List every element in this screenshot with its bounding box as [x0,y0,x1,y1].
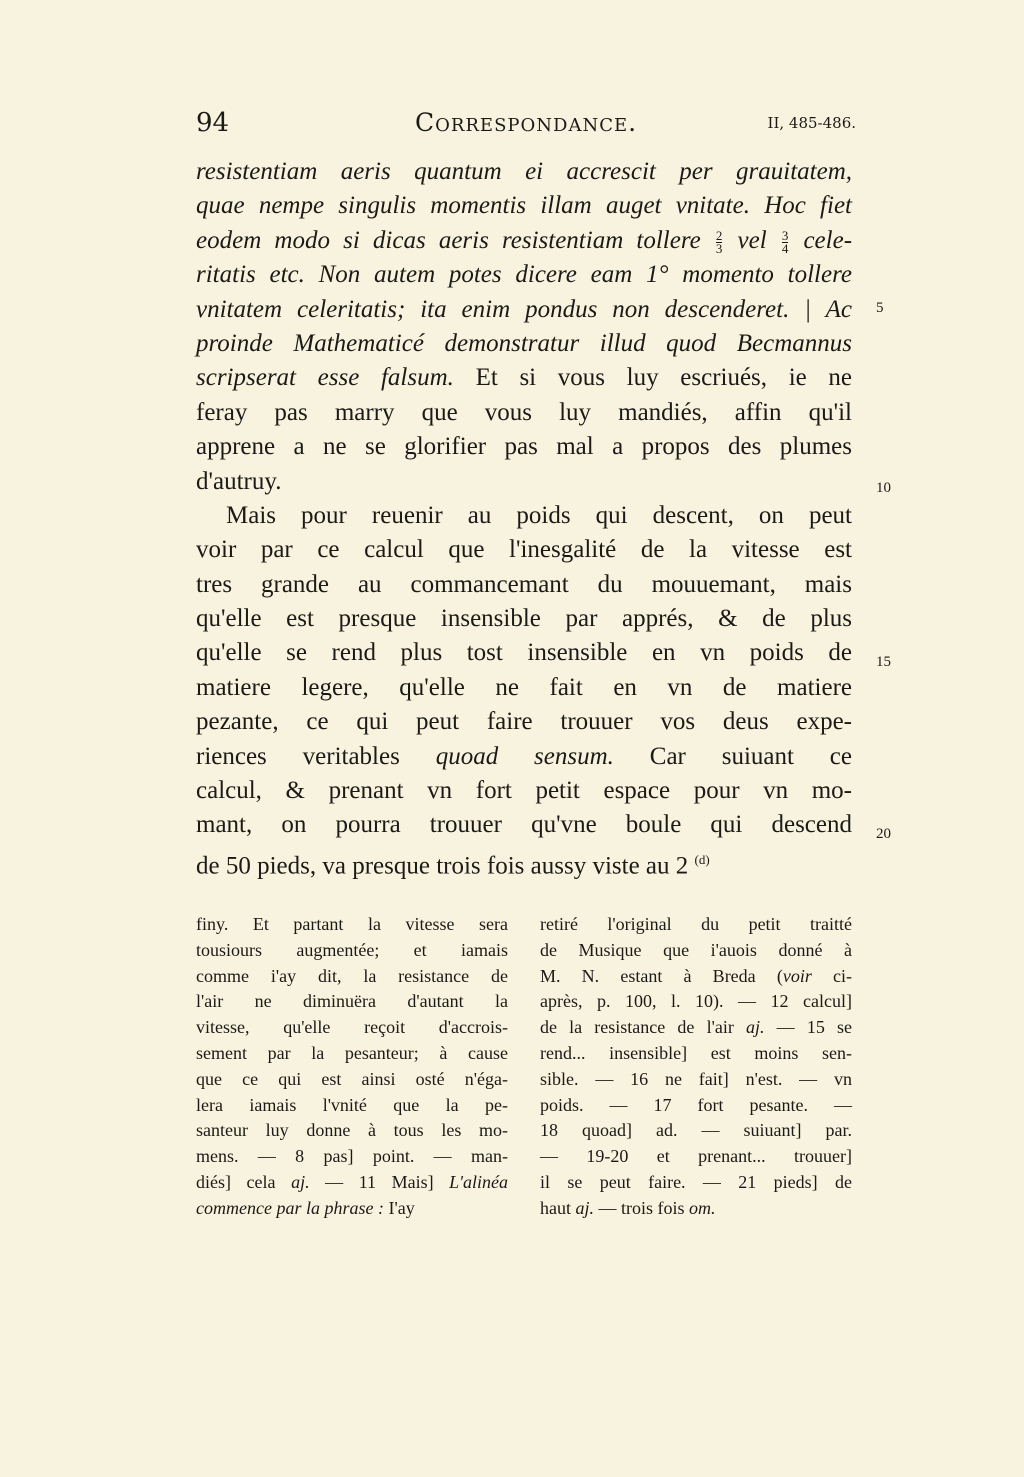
text-line [196,705,852,739]
page-header [196,108,856,144]
text: Mais pour reuenir au poids qui descent, on peut [226,501,852,529]
italic-text: proinde Mathematicé demonstratur illud quod Becmannus [196,329,852,357]
note-line [540,1067,852,1093]
text: lera iamais l'vnité que la pe- [196,1094,508,1115]
text: il se peut faire. — 21 pieds] de [540,1171,852,1192]
note-line [196,912,508,938]
fraction-numerator: 3 [781,227,789,243]
text: calcul, & prenant vn fort petit espace pour vn mo- [196,777,852,805]
note-line [196,1041,508,1067]
text-line [196,189,852,223]
note-line [540,1015,852,1041]
note-line [196,964,508,990]
fraction-denominator: 4 [781,240,789,256]
italic-text: scripserat esse falsum. [196,364,454,392]
text-line [196,671,852,705]
italic-text: vel [724,226,780,254]
text-line [196,361,852,395]
note-line [196,1067,508,1093]
text-line [196,843,852,880]
italic-text: aj. [575,1197,595,1218]
text: de 50 pieds, va presque trois fois aussy viste au 2 [196,852,695,880]
text: que ce qui est ainsi osté n'éga- [196,1068,508,1089]
main-text [196,155,853,880]
note-line [196,938,508,964]
line-number: 15 [876,654,891,670]
note-line [196,1170,508,1196]
text: 18 quoad] ad. — suiuant] par. [540,1120,852,1141]
running-title [196,108,856,137]
text-line [196,155,852,189]
italic-text: L'alinéa [449,1171,508,1192]
text-line [196,224,852,258]
text-line [196,808,852,842]
note-line [540,989,852,1015]
text: retiré l'original du petit traitté [540,914,852,934]
text: I'ay [383,1197,415,1218]
note-line [196,1118,508,1144]
note-line [540,1093,852,1119]
footnotes-right-column [540,912,852,1222]
text-line [196,258,852,292]
text-line [196,740,852,774]
text: riences veritables [196,742,436,770]
text: tousiours augmentée; et iamais [196,939,508,960]
text: l'air ne diminuëra d'autant la [196,991,508,1012]
text: d'autruy. [196,467,282,495]
italic-text: commence par la phrase : [196,1197,384,1218]
running-title-text: Correspondance. [414,108,638,137]
fraction-denominator: 3 [715,240,723,256]
text: santeur luy donne à tous les mo- [196,1120,508,1141]
note-line [196,1015,508,1041]
italic-text: vnitatem celeritatis; ita enim pondus non descenderet. | Ac [196,295,852,323]
text-line [196,499,852,533]
italic-text: cele- [790,226,853,254]
text: — 19-20 et prenant... trouuer] [540,1146,852,1167]
text: voir par ce calcul que l'inesgalité de la vitesse est [196,536,852,564]
text: Car suiuant ce [613,742,852,770]
text: — 15 se [764,1017,852,1038]
text: mant, on pourra trouuer qu'vne boule qui descend [196,811,852,839]
italic-text: eodem modo si dicas aeris resistentiam tollere [196,226,714,254]
note-line [540,1170,852,1196]
text: rend... insensible] est moins sen- [540,1042,852,1063]
text-line [196,293,852,327]
text: après, p. 100, l. 10). — 12 calcul] [540,991,852,1012]
text-line [196,602,852,636]
note-line [540,1144,852,1170]
text-line [196,774,852,808]
text: feray pas marry que vous luy mandiés, affin qu'il [196,398,852,426]
footnotes-left-column [196,912,508,1222]
text-line [196,327,852,361]
italic-text: om. [689,1197,716,1218]
note-line [540,1041,852,1067]
text: de la resistance de l'air [540,1017,746,1038]
note-line [540,964,852,990]
note-line [540,938,852,964]
text: poids. — 17 fort pesante. — [540,1094,852,1115]
italic-text: aj. [745,1017,765,1038]
text: qu'elle est presque insensible par apprés, & de plus [196,605,852,633]
text: mens. — 8 pas] point. — man- [196,1146,508,1167]
text-line [196,396,852,430]
italic-text: resistentiam aeris quantum ei accrescit per grauitatem, [196,158,852,185]
text: vitesse, qu'elle reçoit d'accrois- [196,1017,508,1038]
text: pezante, ce qui peut faire trouuer vos deus expe- [196,708,852,736]
text: ci- [811,965,853,986]
text: comme i'ay dit, la resistance de [196,965,508,986]
text-line [196,465,852,499]
text: apprene a ne se glorifier pas mal a propos des plumes [196,433,852,461]
note-line [196,989,508,1015]
note-line [540,912,852,938]
footnote-marker: (d) [694,851,710,867]
text: sible. — 16 ne fait] n'est. — vn [540,1068,852,1089]
text: haut [540,1197,576,1218]
note-line [196,1144,508,1170]
text: — trois fois [594,1197,690,1218]
text: finy. Et partant la vitesse sera [196,914,508,934]
text: sement par la pesanteur; à cause [196,1042,508,1063]
note-line [540,1118,852,1144]
text: Et si vous luy escriués, ie ne [453,364,852,392]
note-line [196,1196,508,1222]
text-line [196,636,852,670]
text-line [196,430,852,464]
text-line [196,568,852,602]
italic-text: quoad sensum. [435,742,614,770]
italic-text: voir [782,965,812,986]
italic-text: aj. [291,1171,310,1192]
text: M. N. estant à Breda ( [540,965,783,986]
text: — 11 Mais] [309,1171,450,1192]
note-line [540,1196,852,1222]
page-number: 94 [196,108,230,138]
line-number: 20 [876,826,891,842]
line-number: 5 [876,300,884,316]
fraction [781,227,789,256]
text: qu'elle se rend plus tost insensible en vn poids de [196,639,852,667]
note-line [196,1093,508,1119]
italic-text: ritatis etc. Non autem potes dicere eam 1° momento tollere [196,261,852,289]
fraction [715,227,723,256]
text: tres grande au commancemant du mouuemant, mais [196,570,852,598]
text-line [196,533,852,567]
fraction-numerator: 2 [715,227,723,243]
text: diés] cela [196,1171,292,1192]
text: matiere legere, qu'elle ne fait en vn de matiere [196,673,852,701]
page-reference: II, 485-486. [767,114,856,132]
italic-text: quae nempe singulis momentis illam auget vnitate. Hoc fiet [196,192,852,220]
line-number: 10 [876,480,891,496]
text: de Musique que i'auois donné à [540,939,852,960]
